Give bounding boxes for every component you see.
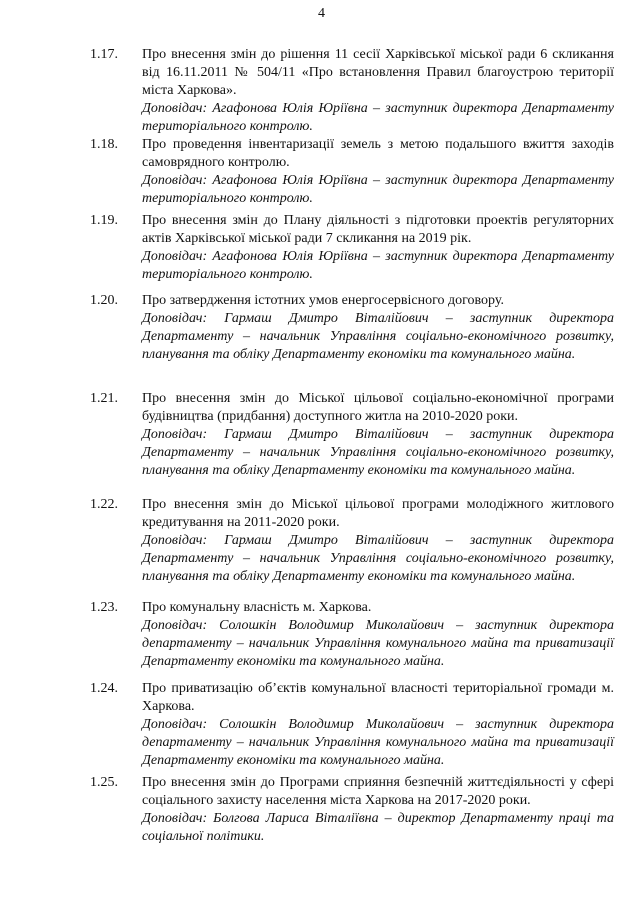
item-number: 1.23. bbox=[90, 600, 118, 615]
item-reporter: Доповідач: Гармаш Дмитро Віталійович – заступник директора Департаменту – начальник Управління соціально-економічного розвитку, планування та обліку Департаменту економіки та комунального майна. bbox=[142, 427, 614, 478]
item-number: 1.25. bbox=[90, 775, 118, 790]
item-number: 1.20. bbox=[90, 293, 118, 308]
item-title: Про внесення змін до рішення 11 сесії Харківської міської ради 6 скликання від 16.11.2011 № 504/11 «Про встановлення Правил благоустрою території міста Харкова». bbox=[142, 47, 614, 98]
item-body bbox=[142, 212, 614, 284]
item-reporter: Доповідач: Агафонова Юлія Юріївна – заступник директора Департаменту територіального контролю. bbox=[142, 173, 614, 206]
item-title: Про комунальну власність м. Харкова. bbox=[142, 600, 372, 615]
item-title: Про проведення інвентаризації земель з метою подальшого вжиття заходів самоврядного контролю. bbox=[142, 137, 614, 170]
item-body bbox=[142, 680, 614, 770]
page-number: 4 bbox=[318, 6, 325, 21]
item-number: 1.24. bbox=[90, 681, 118, 696]
item-reporter: Доповідач: Гармаш Дмитро Віталійович – заступник директора Департаменту – начальник Управління соціально-економічного розвитку, планування та обліку Департаменту економіки та комунального майна. bbox=[142, 533, 614, 584]
item-title: Про внесення змін до Плану діяльності з підготовки проектів регуляторних актів Харківської міської ради 7 скликання на 2019 рік. bbox=[142, 213, 614, 246]
item-number: 1.18. bbox=[90, 137, 118, 152]
item-reporter: Доповідач: Агафонова Юлія Юріївна – заступник директора Департаменту територіального контролю. bbox=[142, 101, 614, 134]
item-reporter: Доповідач: Болгова Лариса Віталіївна – директор Департаменту праці та соціальної політики. bbox=[142, 811, 614, 844]
item-body bbox=[142, 292, 614, 364]
item-title: Про затвердження істотних умов енергосервісного договору. bbox=[142, 293, 504, 308]
item-title: Про внесення змін до Програми сприяння безпечній життєдіяльності у сфері соціального захисту населення міста Харкова на 2017-2020 роки. bbox=[142, 775, 614, 808]
item-title: Про приватизацію об’єктів комунальної власності територіальної громади м. Харкова. bbox=[142, 681, 614, 714]
item-number: 1.21. bbox=[90, 391, 118, 406]
item-body bbox=[142, 390, 614, 480]
item-title: Про внесення змін до Міської цільової соціально-економічної програми будівництва (придбання) доступного житла на 2010-2020 роки. bbox=[142, 391, 614, 424]
item-body bbox=[142, 136, 614, 208]
item-number: 1.19. bbox=[90, 213, 118, 228]
item-reporter: Доповідач: Агафонова Юлія Юріївна – заступник директора Департаменту територіального контролю. bbox=[142, 249, 614, 282]
item-reporter: Доповідач: Гармаш Дмитро Віталійович – заступник директора Департаменту – начальник Управління соціально-економічного розвитку, планування та обліку Департаменту економіки та комунального майна. bbox=[142, 311, 614, 362]
item-number: 1.22. bbox=[90, 497, 118, 512]
item-body bbox=[142, 46, 614, 136]
item-body bbox=[142, 599, 614, 671]
item-body bbox=[142, 496, 614, 586]
item-reporter: Доповідач: Солошкін Володимир Миколайович – заступник директора департаменту – начальник Управління комунального майна та приватизації Департаменту економіки та комунального майна. bbox=[142, 618, 614, 669]
item-reporter: Доповідач: Солошкін Володимир Миколайович – заступник директора департаменту – начальник Управління комунального майна та приватизації Департаменту економіки та комунального майна. bbox=[142, 717, 614, 768]
item-number: 1.17. bbox=[90, 47, 118, 62]
item-body bbox=[142, 774, 614, 846]
item-title: Про внесення змін до Міської цільової програми молодіжного житлового кредитування на 2011-2020 роки. bbox=[142, 497, 614, 530]
